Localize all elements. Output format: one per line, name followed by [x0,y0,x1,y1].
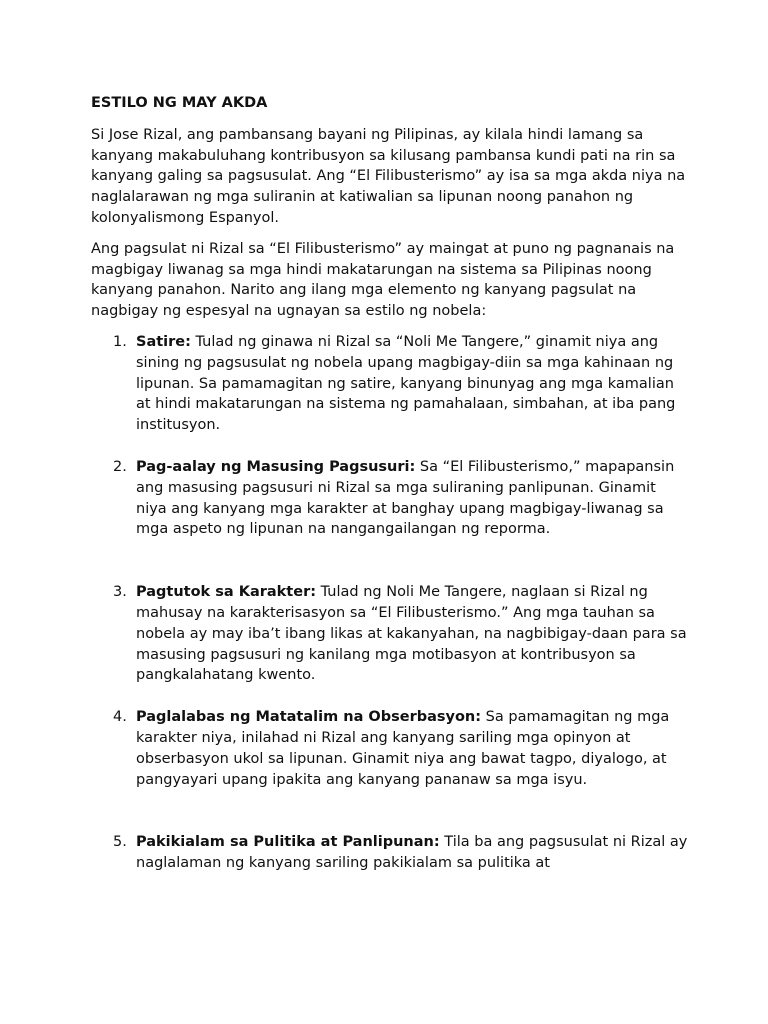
list-item-text: Sa “El Filibusterismo,” mapapansin ang masusing pagsusuri ni Rizal sa mga suliraning panlipunan. Ginamit niya ang kanyang mga karakter at banghay upang magbigay-liwanag sa mga aspeto ng lipunan na nangangailangan ng reporma. [136,458,675,538]
list-number: 3. [113,584,127,601]
list-number: 4. [113,709,127,726]
list-item-matatalim-na-obserbasyon [91,707,691,790]
document-title: ESTILO NG MAY AKDA [91,95,268,111]
elements-paragraph: Ang pagsulat ni Rizal sa “El Filibusterismo” ay maingat at puno ng pagnanais na magbigay liwanag sa mga hindi makatarungan na sistema sa Pilipinas noong kanyang panahon. Narito ang ilang mga elemento ng kanyang pagsulat na nagbigay ng espesyal na ugnayan sa estilo ng nobela: [91,240,675,320]
list-item-term: Paglalabas ng Matatalim na Obserbasyon: [136,709,482,726]
list-item-text: Tila ba ang pagsusulat ni Rizal ay naglalaman ng kanyang sariling pakikialam sa pulitika at [136,834,688,872]
list-item-text: Sa pamamagitan ng mga karakter niya, inilahad ni Rizal ang kanyang sariling mga opinyon at obserbasyon ukol sa lipunan. Ginamit niya ang bawat tagpo, diyalogo, at pangyayari upang ipakita ang kanyang pananaw sa mga isyu. [136,709,670,788]
list-item-masusing-pagsusuri [91,457,691,540]
list-number: 2. [113,458,127,475]
list-item-pagtutok-sa-karakter [91,582,691,686]
list-number: 1. [113,333,127,350]
list-item-text: Tulad ng ginawa ni Rizal sa “Noli Me Tangere,” ginamit niya ang sining ng pagsusulat ng nobela upang magbigay-diin sa mga kahinaan ng lipunan. Sa pamamagitan ng satire, kanyang binunyag ang mga kamalian at hindi makatarungan na sistema ng pamahalaan, simbahan, at iba pang institusyon. [136,333,676,434]
intro-paragraph: Si Jose Rizal, ang pambansang bayani ng Pilipinas, ay kilala hindi lamang sa kanyang makabuluhang kontribusyon sa kilusang pambansa kundi pati na rin sa kanyang galing sa pagsusulat. Ang “El Filibusterismo” ay isa sa mga akda niya na naglalarawan ng mga suliranin at katiwalian sa lipunan noong panahon ng kolonyalismong Espanyol. [91,126,686,226]
list-item-term: Satire: [136,333,191,350]
list-item-term: Pakikialam sa Pulitika at Panlipunan: [136,834,440,851]
list-item-pulitika-at-panlipunan [91,832,691,874]
list-item-term: Pag-aalay ng Masusing Pagsusuri: [136,458,416,475]
document-body [91,93,691,874]
list-item-satire [91,332,691,436]
style-elements-list [91,332,691,874]
list-number: 5. [113,834,127,851]
list-item-text: Tulad ng Noli Me Tangere, naglaan si Rizal ng mahusay na karakterisasyon sa “El Filibusterismo.” Ang mga tauhan sa nobela ay may iba’t ibang likas at kakanyahan, na nagbibigay-daan para sa masusing pagsusuri ng kanilang mga motibasyon at kontribusyon sa pangkalahatang kwento. [136,584,687,684]
list-item-term: Pagtutok sa Karakter: [136,584,317,601]
